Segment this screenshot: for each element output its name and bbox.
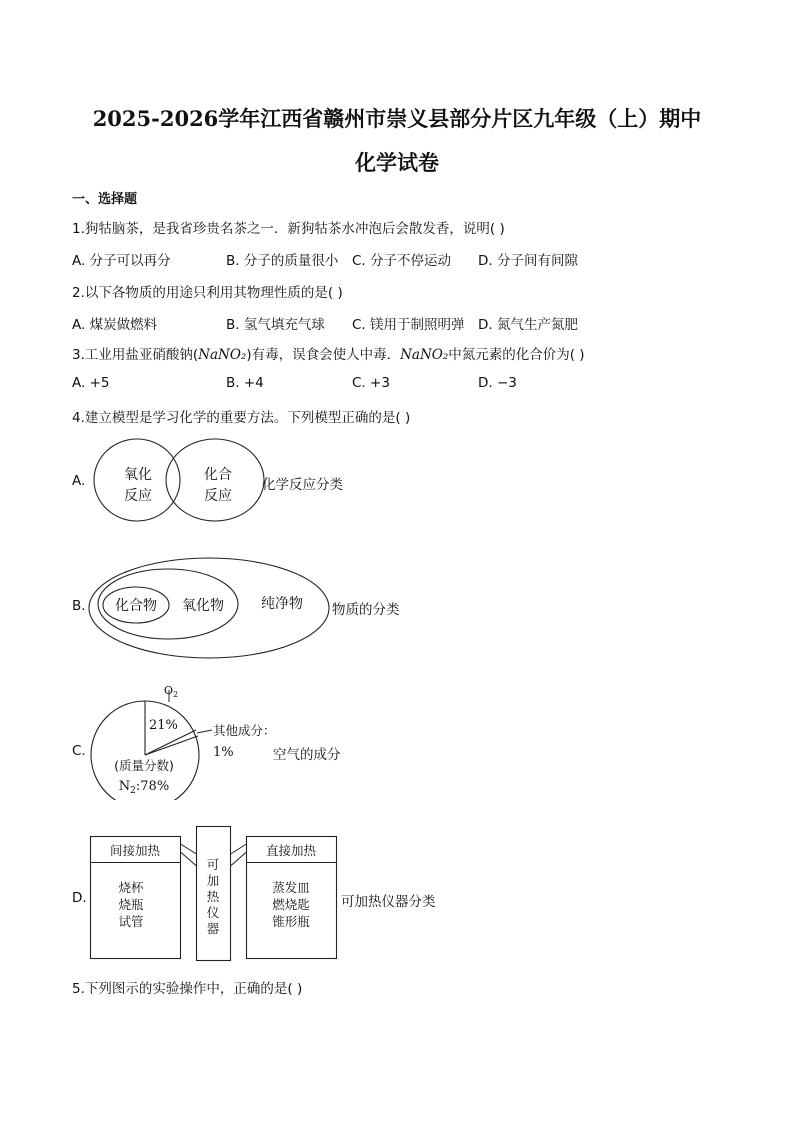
other-leader bbox=[197, 730, 212, 733]
q3-option-b: B. +4 bbox=[226, 375, 264, 391]
other-percent: 1% bbox=[213, 745, 234, 760]
middle-label: 氧化物 bbox=[182, 598, 224, 614]
q1-option-b: B. 分子的质量很小 bbox=[226, 253, 339, 269]
q4-venn-diagram bbox=[85, 436, 270, 526]
q4-a-caption: 化学反应分类 bbox=[262, 477, 343, 493]
q1-option-c: C. 分子不停运动 bbox=[352, 253, 452, 269]
q1-option-a: A. 分子可以再分 bbox=[72, 253, 171, 269]
venn-right-line1: 化合 bbox=[204, 467, 232, 483]
q4-d-caption: 可加热仪器分类 bbox=[341, 894, 436, 910]
indirect-item-3: 试管 bbox=[118, 914, 144, 929]
venn-left-line2: 反应 bbox=[124, 488, 152, 504]
page-title-line2: 化学试卷 bbox=[355, 150, 439, 175]
q4-option-d-letter: D. bbox=[72, 890, 87, 906]
q4-b-caption: 物质的分类 bbox=[332, 602, 400, 618]
q3-formula: NaNO₂ bbox=[198, 347, 247, 363]
venn-left-line1: 氧化 bbox=[124, 467, 152, 483]
q4-nested-diagram bbox=[86, 556, 336, 666]
q4-box-diagram bbox=[86, 824, 342, 964]
indirect-title: 间接加热 bbox=[109, 843, 161, 858]
q3-option-c: C. +3 bbox=[352, 375, 390, 391]
q3-stem-pre: 3.工业用盐亚硝酸钠( bbox=[72, 347, 199, 363]
q4-c-caption: 空气的成分 bbox=[273, 747, 341, 763]
n2-label bbox=[119, 779, 169, 796]
q3-stem-post: 中氮元素的化合价为( ) bbox=[448, 347, 585, 363]
center-char-4: 仪 bbox=[206, 905, 220, 920]
connector-right-2 bbox=[231, 852, 247, 866]
connector-left-2 bbox=[181, 852, 197, 866]
connector-left-1 bbox=[181, 844, 197, 854]
o2-label bbox=[164, 684, 178, 699]
o2-percent: 21% bbox=[149, 718, 178, 733]
mass-fraction-label: (质量分数) bbox=[114, 758, 174, 773]
q2-option-b: B. 氢气填充气球 bbox=[226, 317, 325, 333]
center-char-1: 可 bbox=[206, 857, 220, 872]
q4-pie-chart bbox=[86, 682, 286, 800]
direct-item-1: 蒸发皿 bbox=[272, 880, 310, 895]
o2-label-sub: 2 bbox=[173, 690, 179, 699]
center-char-5: 器 bbox=[206, 921, 220, 936]
inner-label: 化合物 bbox=[115, 598, 157, 614]
q3-stem-mid: )有毒，误食会使人中毒． bbox=[246, 347, 401, 363]
venn-right-line2: 反应 bbox=[204, 488, 232, 504]
q4-option-b-letter: B. bbox=[72, 598, 86, 614]
center-char-3: 热 bbox=[206, 889, 220, 904]
indirect-item-2: 烧瓶 bbox=[118, 897, 144, 912]
q1-option-d: D. 分子间有间隙 bbox=[478, 253, 578, 269]
q2-option-a: A. 煤炭做燃料 bbox=[72, 317, 158, 333]
question-4-stem: 4.建立模型是学习化学的重要方法。下列模型正确的是( ) bbox=[72, 410, 411, 426]
n2-label-pct: :78% bbox=[135, 779, 170, 794]
q3-option-a: A. +5 bbox=[72, 375, 110, 391]
q4-option-c-letter: C. bbox=[72, 743, 86, 759]
question-5-stem: 5.下列图示的实验操作中，正确的是( ) bbox=[72, 981, 303, 997]
section-heading: 一、选择题 bbox=[72, 192, 138, 207]
q2-option-d: D. 氮气生产氮肥 bbox=[478, 317, 578, 333]
question-3-stem bbox=[72, 343, 585, 363]
direct-item-2: 燃烧匙 bbox=[272, 897, 310, 912]
direct-item-3: 锥形瓶 bbox=[272, 914, 310, 929]
q3-formula-repeat: NaNO₂ bbox=[400, 347, 449, 363]
question-1-stem: 1.狗牯脑茶，是我省珍贵名茶之一．新狗牯茶水冲泡后会散发香，说明( ) bbox=[72, 221, 505, 237]
n2-label-sub: 2 bbox=[130, 786, 136, 796]
pie-line-2 bbox=[145, 736, 198, 755]
other-label: 其他成分： bbox=[213, 723, 276, 738]
direct-title: 直接加热 bbox=[265, 843, 317, 858]
connector-right-1 bbox=[231, 844, 247, 854]
outer-label: 纯净物 bbox=[261, 596, 303, 612]
q3-option-d: D. −3 bbox=[478, 375, 517, 391]
indirect-item-1: 烧杯 bbox=[118, 880, 144, 895]
question-2-stem: 2.以下各物质的用途只利用其物理性质的是( ) bbox=[72, 285, 343, 301]
q4-option-a-letter: A. bbox=[72, 473, 86, 489]
center-char-2: 加 bbox=[206, 873, 220, 888]
q2-option-c: C. 镁用于制照明弹 bbox=[352, 317, 465, 333]
page-title-line1: 2025-2026学年江西省赣州市崇义县部分片区九年级（上）期中 bbox=[92, 106, 702, 131]
pie-line-1 bbox=[145, 730, 196, 755]
n2-label-main: N bbox=[118, 779, 131, 794]
o2-label-main: O bbox=[164, 684, 174, 697]
